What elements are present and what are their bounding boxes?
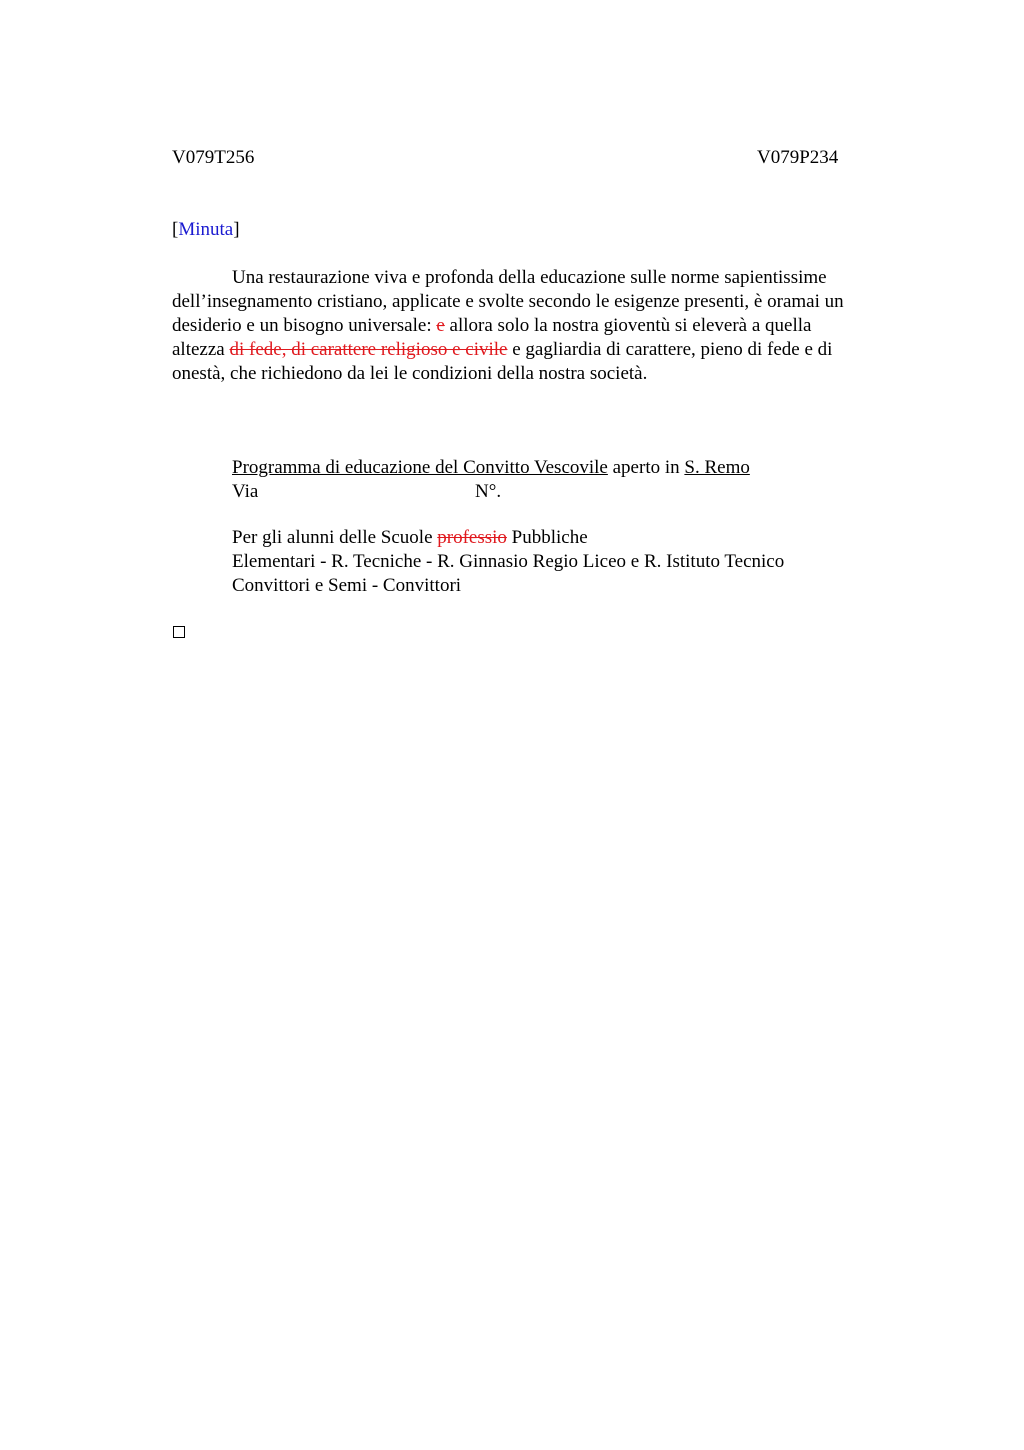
alunni-line-2: Elementari - R. Tecniche - R. Ginnasio Regio Liceo e R. Istituto Tecnico: [232, 551, 785, 572]
programma-place: S. Remo: [684, 457, 750, 478]
programma-title: [232, 456, 750, 480]
minuta-close-bracket: ]: [233, 219, 240, 240]
minuta-open-bracket: [: [172, 219, 179, 240]
main-paragraph: [172, 266, 907, 386]
alunni-line-3: Convittori e Semi - Convittori: [232, 575, 462, 596]
number-label: N°.: [475, 481, 502, 502]
programma-title-middle: aperto in: [607, 457, 685, 478]
alunni-line-1-text-b: Pubbliche: [506, 527, 588, 548]
paragraph-line-3: [172, 314, 907, 338]
empty-square-icon: [173, 626, 185, 638]
minuta-label: Minuta: [178, 219, 234, 240]
alunni-line-1-text-a: Per gli alunni delle Scuole: [232, 527, 438, 548]
paragraph-line-4: [172, 338, 907, 362]
document-code-left: V079T256: [172, 147, 255, 168]
alunni-line-1: [232, 526, 784, 550]
via-label: Via: [232, 481, 259, 502]
alunni-block: [232, 526, 784, 598]
deleted-word: e: [436, 315, 445, 336]
paragraph-line-2: dell’insegnamento cristiano, applicate e svolte secondo le esigenze presenti, è oramai un: [172, 291, 844, 312]
deleted-phrase: di fede, di carattere religioso e civile: [229, 339, 508, 360]
address-row: [232, 480, 750, 504]
document-code-right: V079P234: [757, 147, 839, 168]
paragraph-line-4-text-a: altezza: [172, 339, 230, 360]
minuta-heading: [172, 218, 240, 242]
paragraph-line-3-text-a: desiderio e un bisogno universale:: [172, 315, 437, 336]
paragraph-line-3-text-b: allora solo la nostra gioventù si eleverà a quella: [444, 315, 812, 336]
deleted-word-professio: professio: [437, 527, 507, 548]
programma-title-underlined: Programma di educazione del Convitto Vescovile: [232, 457, 608, 478]
programma-block: [232, 456, 750, 504]
paragraph-line-1: Una restaurazione viva e profonda della educazione sulle norme sapientissime: [232, 267, 827, 288]
paragraph-line-4-text-b: e gagliardia di carattere, pieno di fede e di: [507, 339, 833, 360]
paragraph-line-5: onestà, che richiedono da lei le condizioni della nostra società.: [172, 363, 648, 384]
